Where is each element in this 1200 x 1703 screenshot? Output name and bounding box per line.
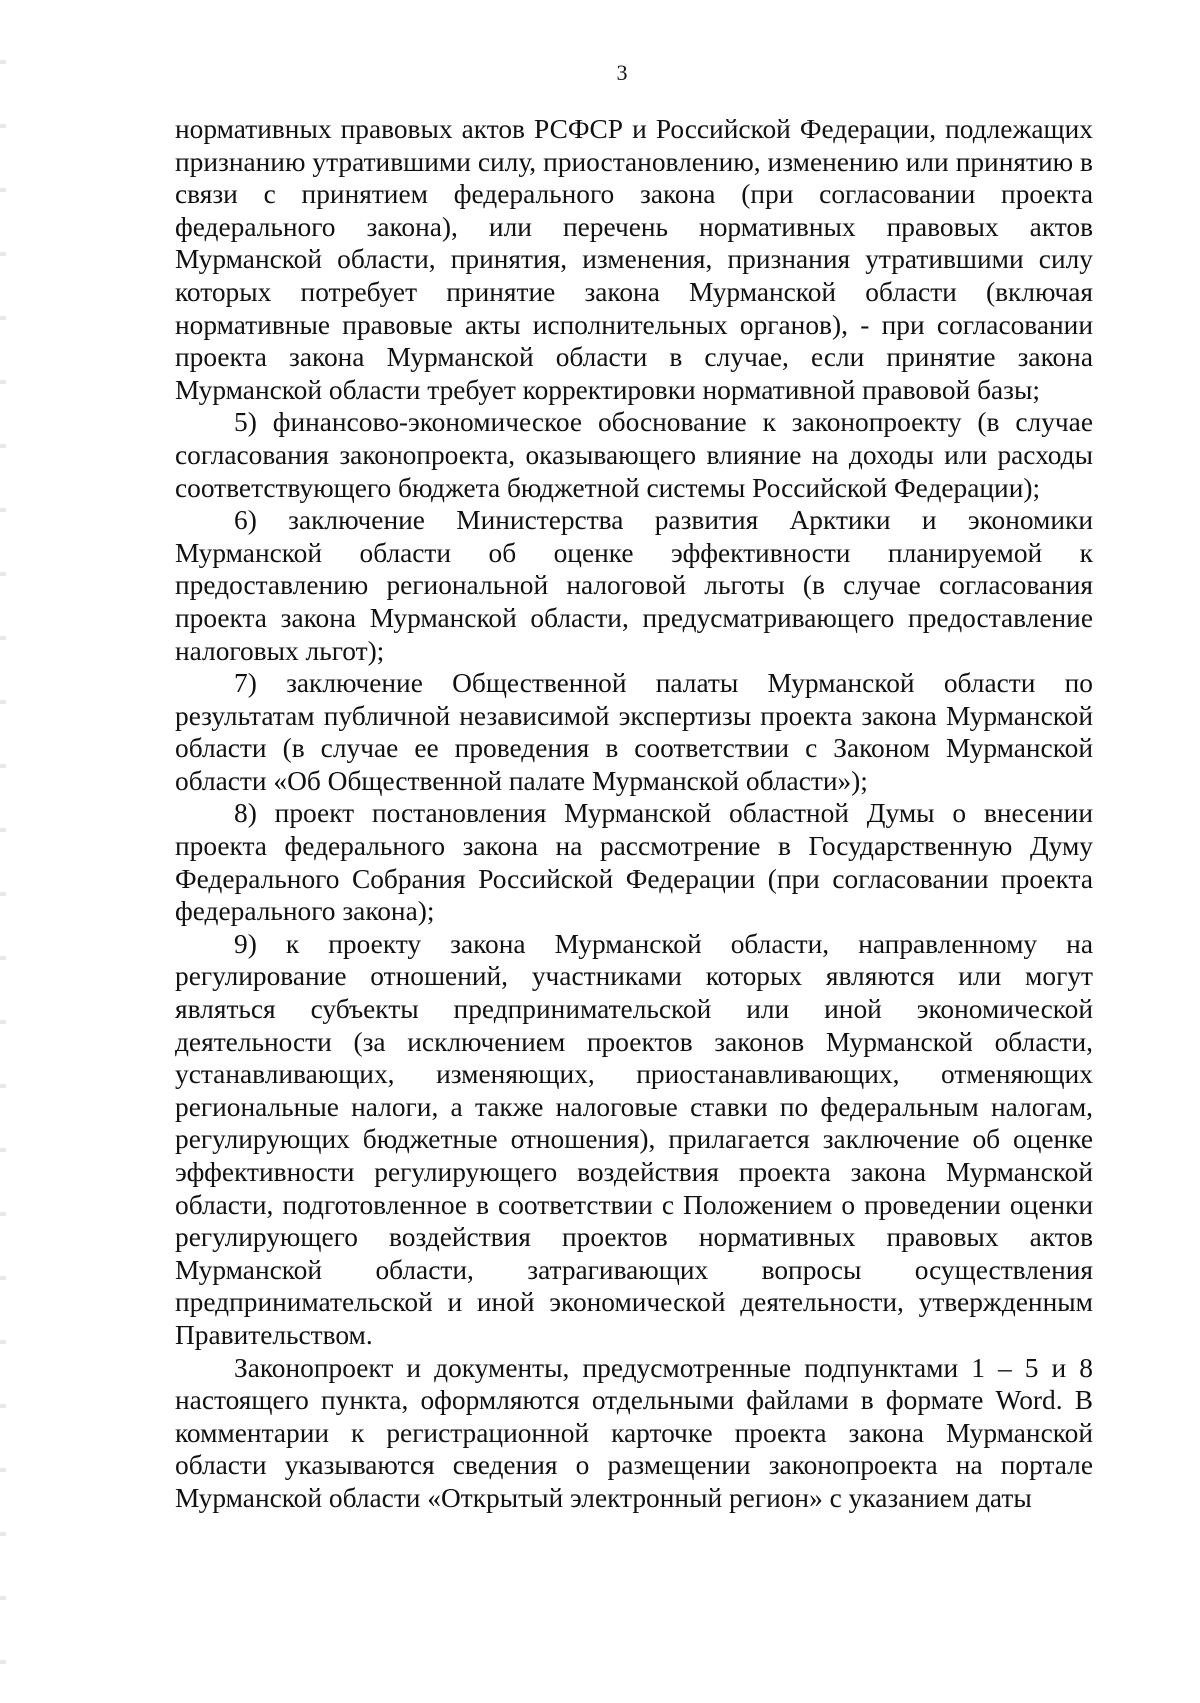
paragraph-item-6: 6) заключение Министерства развития Арктики и экономики Мурманской области об оценке эффективности планируемой к предоставлению региональной налоговой льготы (в случае согласования проекта закона Мурманской области, предусматривающего предоставление налоговых льгот);: [175, 505, 1093, 666]
document-body: [175, 113, 1093, 1515]
paragraph-continuation: нормативных правовых актов РСФСР и Российской Федерации, подлежащих признанию утратившими силу, приостановлению, изменению или принятию в связи с принятием федерального закона (при согласовании проекта федерального закона), или перечень нормативных правовых актов Мурманской области, принятия, изменения, признания утратившими силу которых потребует принятие закона Мурманской области (включая нормативные правовые акты исполнительных органов), - при согласовании проекта закона Мурманской области в случае, если принятие закона Мурманской области требует корректировки нормативной правовой базы;: [175, 114, 1093, 405]
paragraph-item-9: 9) к проекту закона Мурманской области, направленному на регулирование отношений, участниками которых являются или могут являться субъекты предпринимательской или иной экономической деятельности (за исключением проектов законов Мурманской области, устанавливающих, изменяющих, приостанавливающих, отменяющих региональные налоги, а также налоговые ставки по федеральным налогам, регулирующих бюджетные отношения), прилагается заключение об оценке эффективности регулирующего воздействия проекта закона Мурманской области, подготовленное в соответствии с Положением о проведении оценки регулирующего воздействия проектов нормативных правовых актов Мурманской области, затрагивающих вопросы осуществления предпринимательской и иной экономической деятельности, утвержденным Правительством.: [175, 928, 1093, 1350]
scan-edge: [0, 0, 6, 1703]
paragraph-closing: Законопроект и документы, предусмотренные подпунктами 1 – 5 и 8 настоящего пункта, оформляются отдельными файлами в формате Word. В комментарии к регистрационной карточке проекта закона Мурманской области указываются сведения о размещении законопроекта на портале Мурманской области «Открытый электронный регион» с указанием даты: [175, 1352, 1093, 1513]
paragraph-item-7: 7) заключение Общественной палаты Мурманской области по результатам публичной независимой экспертизы проекта закона Мурманской области (в случае ее проведения в соответствии с Законом Мурманской области «Об Общественной палате Мурманской области»);: [175, 668, 1093, 796]
paragraph-item-8: 8) проект постановления Мурманской областной Думы о внесении проекта федерального закона на рассмотрение в Государственную Думу Федерального Собрания Российской Федерации (при согласовании проекта федерального закона);: [175, 798, 1093, 927]
page-number: 3: [616, 60, 628, 85]
paragraph-item-5: 5) финансово-экономическое обоснование к законопроекту (в случае согласования законопроекта, оказывающего влияние на доходы или расходы соответствующего бюджета бюджетной системы Российской Федерации);: [175, 407, 1093, 503]
